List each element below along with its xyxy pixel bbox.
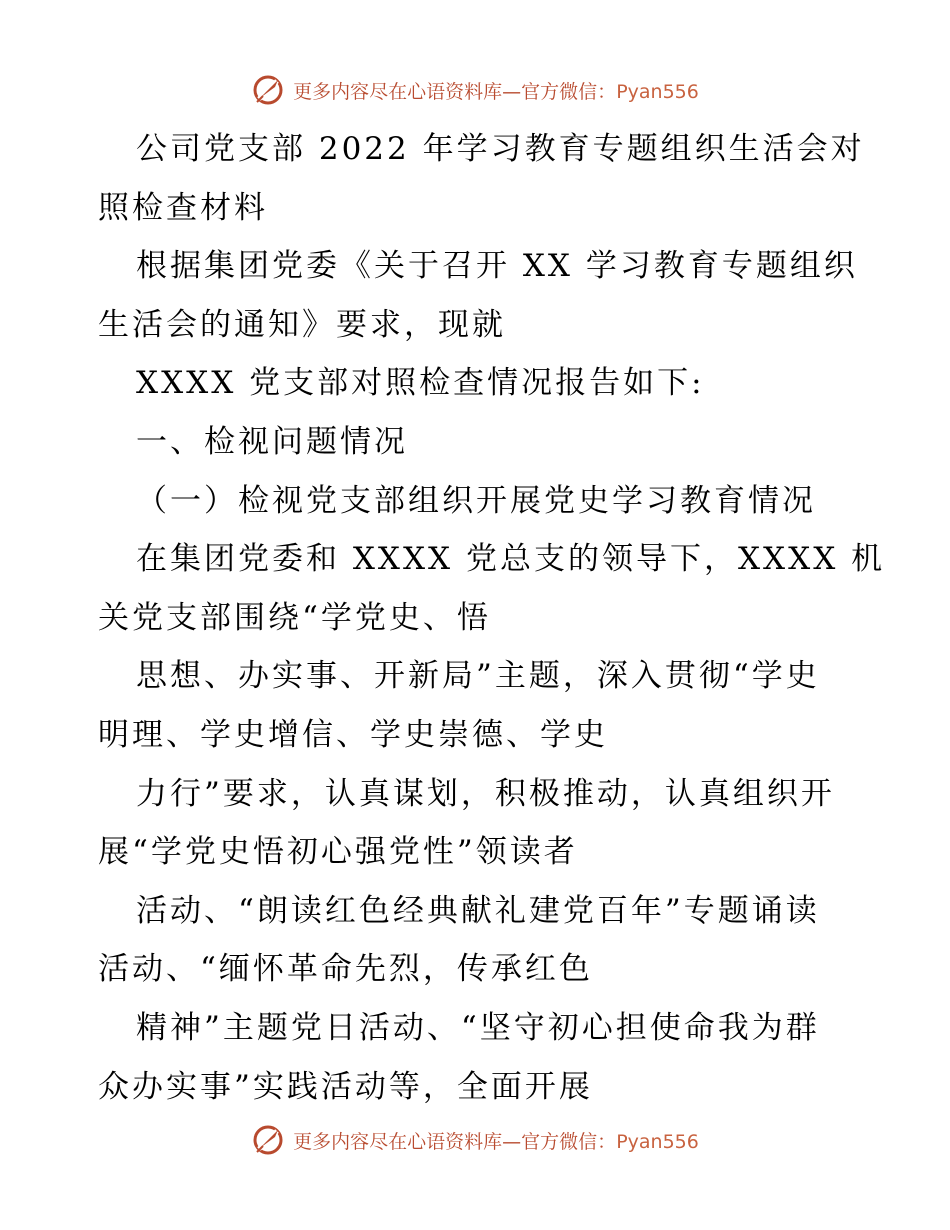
paragraph-line: 力行”要求，认真谋划，积极推动，认真组织开 xyxy=(136,775,835,812)
watermark-wechat-id: Pyan556 xyxy=(616,80,699,103)
paragraph-line: XXXX 党支部对照检查情况报告如下: xyxy=(136,365,705,402)
header-watermark xyxy=(0,70,950,110)
watermark-dash: — xyxy=(502,1130,522,1153)
paragraph-line: 精神”主题党日活动、“坚守初心担使命我为群 xyxy=(136,1009,820,1046)
paragraph-line: 展“学党史悟初心强党性”领读者 xyxy=(98,834,578,871)
paragraph-line: 关党支部围绕“学党史、悟 xyxy=(98,599,491,636)
paragraph-line: 在集团党委和 XXXX 党总支的领导下，XXXX 机 xyxy=(136,541,886,578)
paragraph-line: 活动、“朗读红色经典献礼建党百年”专题诵读 xyxy=(136,892,820,929)
watermark-text xyxy=(293,77,699,104)
paragraph-line: 公司党支部 2022 年学习教育专题组织生活会对 xyxy=(136,131,865,167)
paragraph-line: 明理、学史增信、学史崇德、学史 xyxy=(98,716,608,753)
watermark-text xyxy=(293,1127,699,1154)
quill-seal-logo-icon xyxy=(251,1123,285,1157)
watermark-main-text: 更多内容尽在心语资料库 xyxy=(293,1130,503,1153)
paragraph-line: 一、检视问题情况 xyxy=(136,423,408,460)
paragraph-line: 生活会的通知》要求，现就 xyxy=(98,306,506,343)
paragraph-line: 众办实事”实践活动等，全面开展 xyxy=(98,1068,593,1105)
document-body xyxy=(98,120,886,1116)
watermark-official-label: 官方微信： xyxy=(521,1130,617,1153)
watermark-main-text: 更多内容尽在心语资料库 xyxy=(293,80,503,103)
watermark-official-label: 官方微信： xyxy=(521,80,617,103)
paragraph-line: 活动、“缅怀革命先烈，传承红色 xyxy=(98,951,593,988)
paragraph-line: （一）检视党支部组织开展党史学习教育情况 xyxy=(136,482,816,519)
paragraph-line: 照检查材料 xyxy=(98,189,268,226)
footer-watermark xyxy=(0,1120,950,1160)
quill-seal-logo-icon xyxy=(251,73,285,107)
paragraph-line: 思想、办实事、开新局”主题，深入贯彻“学史 xyxy=(136,658,820,695)
watermark-wechat-id: Pyan556 xyxy=(616,1130,699,1153)
paragraph-line: 根据集团党委《关于召开 XX 学习教育专题组织 xyxy=(136,248,858,285)
watermark-dash: — xyxy=(502,80,522,103)
